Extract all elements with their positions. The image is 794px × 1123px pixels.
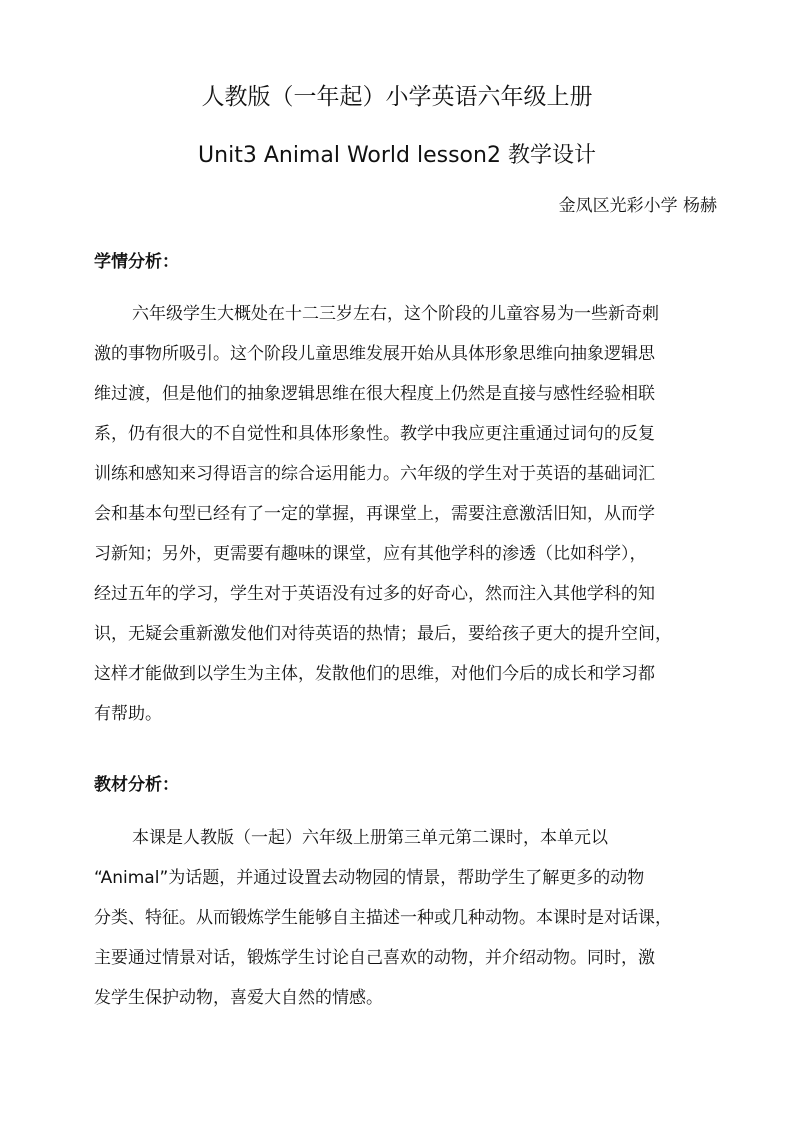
paragraph-line: 分类、特征。从而锻炼学生能够自主描述一种或几种动物。本课时是对话课， [94,908,672,928]
paragraph-line: 有帮助。 [94,704,162,724]
author-line: 金凤区光彩小学 杨赫 [558,196,717,216]
document-title: 人教版（一年起）小学英语六年级上册 [201,84,593,110]
paragraph-line: 本课是人教版（一起）六年级上册第三单元第二课时，本单元以 [132,828,608,848]
paragraph-line: 这样才能做到以学生为主体，发散他们的思维，对他们今后的成长和学习都 [94,664,655,684]
section-heading-material-analysis: 教材分析： [94,775,179,795]
paragraph-line: 六年级学生大概处在十二三岁左右，这个阶段的儿童容易为一些新奇刺 [132,304,659,324]
section-heading-learner-analysis: 学情分析： [94,252,179,272]
paragraph-line: 主要通过情景对话，锻炼学生讨论自己喜欢的动物，并介绍动物。同时，激 [94,948,655,968]
paragraph-line: 维过渡，但是他们的抽象逻辑思维在很大程度上仍然是直接与感性经验相联 [94,384,655,404]
document-subtitle: Unit3 Animal World lesson2 教学设计 [198,143,596,168]
paragraph-line: 训练和感知来习得语言的综合运用能力。六年级的学生对于英语的基础词汇 [94,464,655,484]
paragraph-line: 会和基本句型已经有了一定的掌握，再课堂上，需要注意激活旧知，从而学 [94,504,655,524]
paragraph-line: “Animal”为话题，并通过设置去动物园的情景，帮助学生了解更多的动物 [94,868,645,888]
paragraph-line: 识，无疑会重新激发他们对待英语的热情；最后，要给孩子更大的提升空间， [94,624,672,644]
paragraph-line: 习新知；另外，更需要有趣味的课堂，应有其他学科的渗透（比如科学）， [94,544,647,564]
paragraph-line: 发学生保护动物，喜爱大自然的情感。 [94,988,383,1008]
paragraph-line: 经过五年的学习，学生对于英语没有过多的好奇心，然而注入其他学科的知 [94,584,655,604]
paragraph-line: 激的事物所吸引。这个阶段儿童思维发展开始从具体形象思维向抽象逻辑思 [94,344,655,364]
paragraph-line: 系，仍有很大的不自觉性和具体形象性。教学中我应更注重通过词句的反复 [94,424,655,444]
